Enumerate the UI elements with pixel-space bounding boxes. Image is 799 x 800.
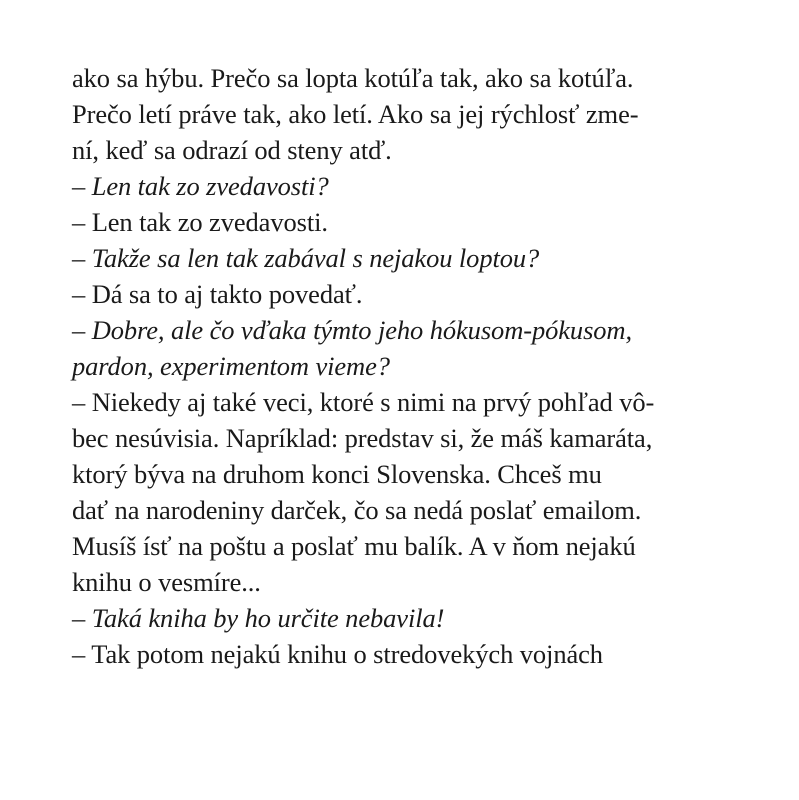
text-line: [72, 276, 732, 312]
page-text: [72, 60, 732, 672]
line-text: Tak potom nejakú knihu o stredovekých vojnách: [91, 639, 603, 669]
dash: –: [72, 243, 92, 273]
dash: –: [72, 171, 92, 201]
text-line: [72, 96, 732, 132]
line-text: Len tak zo zvedavosti?: [91, 171, 329, 201]
line-text: Niekedy aj také veci, ktoré s nimi na prvý pohľad vô-: [91, 387, 655, 417]
text-line: [72, 132, 732, 168]
text-line: [72, 384, 732, 420]
line-text: Musíš ísť na poštu a poslať mu balík. A v ňom nejakú: [72, 531, 636, 561]
line-text: Takže sa len tak zabával s nejakou loptou?: [91, 243, 540, 273]
line-text: Prečo letí práve tak, ako letí. Ako sa jej rýchlosť zme-: [72, 99, 639, 129]
line-text: Dá sa to aj takto povedať.: [91, 279, 363, 309]
dash: –: [72, 207, 92, 237]
dash: –: [72, 279, 92, 309]
dash: –: [72, 387, 92, 417]
text-line: [72, 528, 732, 564]
line-text: Len tak zo zvedavosti.: [91, 207, 328, 237]
line-text: ktorý býva na druhom konci Slovenska. Chceš mu: [72, 459, 602, 489]
text-line: [72, 348, 732, 384]
text-line: [72, 636, 732, 672]
text-line: [72, 456, 732, 492]
text-line: [72, 564, 732, 600]
dash: –: [72, 315, 92, 345]
text-line: [72, 600, 732, 636]
line-text: knihu o vesmíre...: [72, 567, 261, 597]
line-text: pardon, experimentom vieme?: [72, 351, 390, 381]
line-text: Taká kniha by ho určite nebavila!: [91, 603, 445, 633]
text-line: [72, 204, 732, 240]
text-line: [72, 60, 732, 96]
dash: –: [72, 639, 92, 669]
line-text: ako sa hýbu. Prečo sa lopta kotúľa tak, ako sa kotúľa.: [72, 63, 634, 93]
line-text: Dobre, ale čo vďaka týmto jeho hókusom-pókusom,: [91, 315, 632, 345]
text-line: [72, 420, 732, 456]
text-line: [72, 492, 732, 528]
line-text: bec nesúvisia. Napríklad: predstav si, že máš kamaráta,: [72, 423, 653, 453]
dash: –: [72, 603, 92, 633]
line-text: dať na narodeniny darček, čo sa nedá poslať emailom.: [72, 495, 642, 525]
text-line: [72, 312, 732, 348]
text-line: [72, 168, 732, 204]
line-text: ní, keď sa odrazí od steny atď.: [72, 135, 392, 165]
text-line: [72, 240, 732, 276]
